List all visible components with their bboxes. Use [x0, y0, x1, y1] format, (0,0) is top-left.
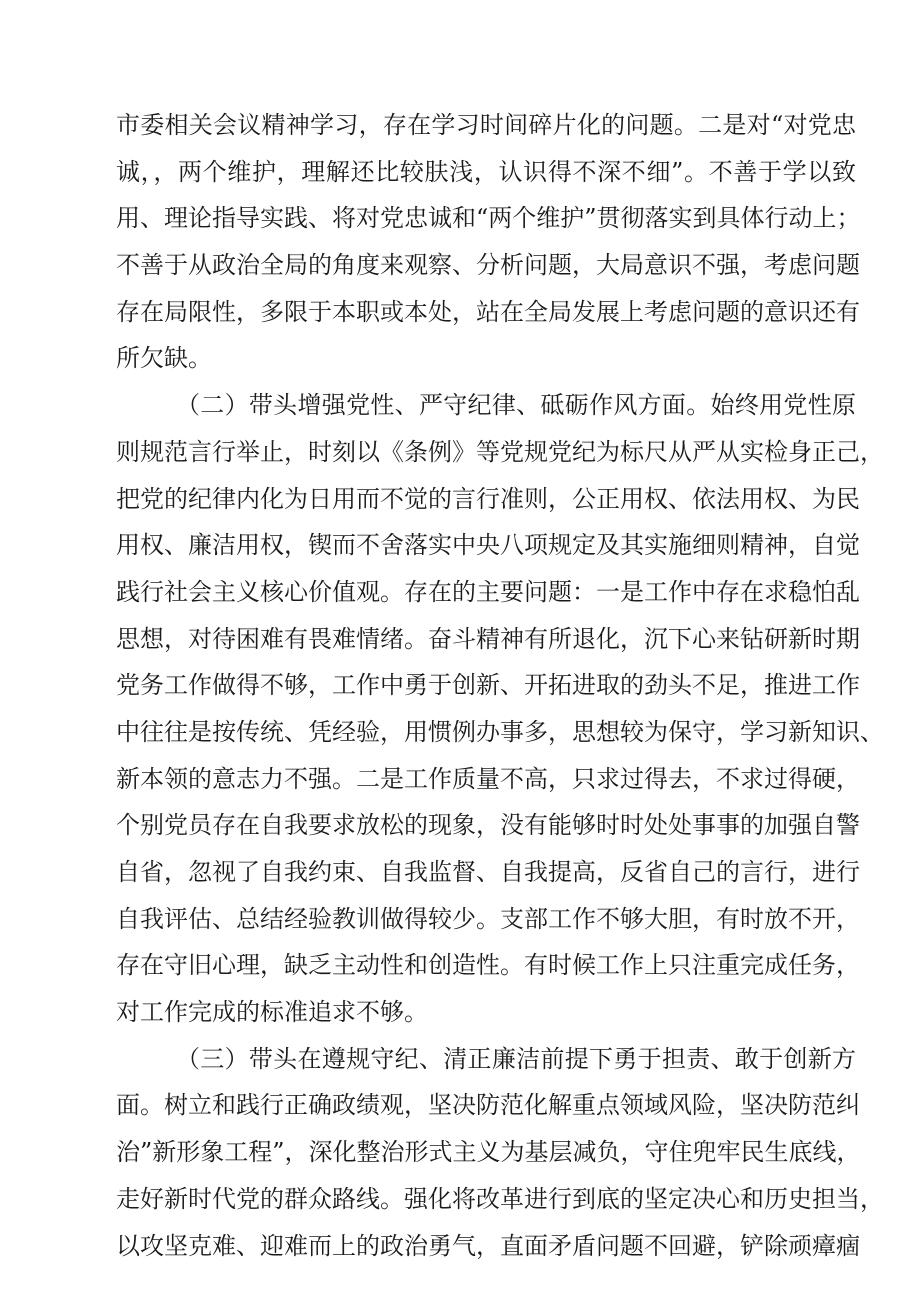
paragraph-1 — [116, 102, 861, 382]
paragraph-2 — [116, 382, 884, 1036]
text-line: 治”新形象工程”，深化整治形式主义为基层减负，守住兜牢民生底线， — [116, 1138, 861, 1167]
text-line: 把党的纪律内化为日用而不觉的言行准则，公正用权、依法用权、为民 — [116, 484, 860, 513]
text-line: 所欠缺。 — [116, 344, 212, 373]
text-line: 走好新时代党的群众路线。强化将改革进行到底的坚定决心和历史担当， — [116, 1184, 884, 1213]
text-line: 诚，，两个维护，理解还比较肤浅，认识得不深不细”。不善于学以致 — [116, 157, 856, 186]
text-line: 对工作完成的标准追求不够。 — [116, 998, 428, 1027]
text-line: 党务工作做得不够，工作中勇于创新、开拓进取的劲头不足，推进工作 — [116, 671, 860, 700]
text-line: 用权、廉洁用权，锲而不舍落实中央八项规定及其实施细则精神，自觉 — [116, 531, 860, 560]
text-line: 则规范言行举止，时刻以《条例》等党规党纪为标尺从严从实检身正己， — [116, 437, 884, 466]
text-line: 践行社会主义核心价值观。存在的主要问题：一是工作中存在求稳怕乱 — [116, 577, 860, 606]
text-line: 用、理论指导实践、将对党忠诚和“两个维护”贯彻落实到具体行动上； — [116, 204, 861, 233]
text-line: 市委相关会议精神学习，存在学习时间碎片化的问题。二是对“对党忠 — [116, 111, 856, 139]
document-body — [116, 102, 884, 1269]
text-line: 自省，忽视了自我约束、自我监督、自我提高，反省自己的言行，进行 — [116, 858, 860, 886]
text-line: （三）带头在遵规守纪、清正廉洁前提下勇于担责、敢于创新方 — [176, 1044, 856, 1073]
text-line: 个别党员存在自我要求放松的现象，没有能够时时处处事事的加强自警 — [116, 811, 860, 840]
text-line: 新本领的意志力不强。二是工作质量不高，只求过得去，不求过得硬， — [116, 764, 860, 793]
text-line: 存在守旧心理，缺乏主动性和创造性。有时候工作上只注重完成任务， — [116, 951, 860, 980]
text-line: 中往往是按传统、凭经验，用惯例办事多，思想较为保守，学习新知识、 — [116, 717, 884, 746]
text-line: 自我评估、总结经验教训做得较少。支部工作不够大胆，有时放不开， — [116, 904, 860, 933]
text-line: 面。树立和践行正确政绩观，坚决防范化解重点领域风险，坚决防范纠 — [116, 1091, 860, 1120]
text-line: 不善于从政治全局的角度来观察、分析问题，大局意识不强，考虑问题 — [116, 251, 860, 280]
paragraph-3 — [116, 1036, 884, 1269]
text-line: 思想，对待困难有畏难情绪。奋斗精神有所退化，沉下心来钻研新时期 — [116, 624, 860, 653]
text-line: 以攻坚克难、迎难而上的政治勇气，直面矛盾问题不回避，铲除顽瘴痼 — [116, 1231, 860, 1260]
text-line: 存在局限性，多限于本职或本处，站在全局发展上考虑问题的意识还有 — [116, 297, 860, 326]
text-line: （二）带头增强党性、严守纪律、砥砺作风方面。始终用党性原 — [176, 391, 856, 420]
